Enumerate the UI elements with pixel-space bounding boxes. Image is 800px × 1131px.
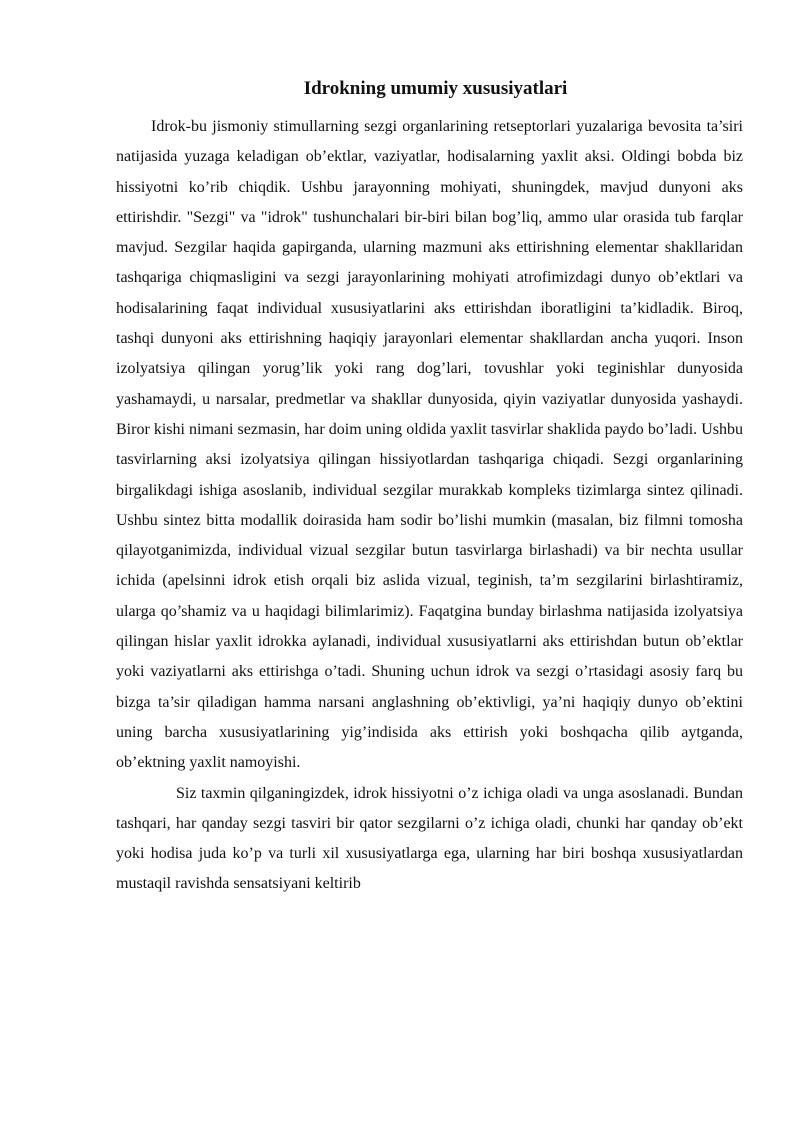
page-title: Idrokning umumiy xususiyatlari — [303, 78, 568, 99]
paragraph: Siz taxmin qilganingizdek, idrok hissiyotni o’z ichiga oladi va unga asoslanadi. Bundan tashqari, har qanday sezgi tasviri bir qator sezgilarni o’z ichiga oladi, chunki har qanday ob’ekt yoki hodisa juda ko’p va turli xil xususiyatlarga ega, ularning har biri boshqa xususiyatlardan mustaqil ravishda sensatsiyani keltirib — [116, 784, 743, 893]
paragraph: Idrok-bu jismoniy stimullarning sezgi organlarining retseptorlari yuzalariga bevosita ta’siri natijasida yuzaga keladigan ob’ektlar, vaziyatlar, hodisalarning yaxlit aksi. Oldingi bobda biz hissiyotni ko’rib chiqdik. Ushbu jarayonning mohiyati, shuningdek, mavjud dunyoni aks ettirishdir. "Sezgi" va "idrok" tushunchalari bir-biri bilan bog’liq, ammo ular orasida tub farqlar mavjud. Sezgilar haqida gapirganda, ularning mazmuni aks ettirishning elementar shakllaridan tashqariga chiqmasligini va sezgi jarayonlarining mohiyati atrofimizdagi dunyo ob’ektlari va hodisalarining faqat individual xususiyatlarini aks ettirishdan iboratligini ta’kidladik. Biroq, tashqi dunyoni aks ettirishning haqiqiy jarayonlari elementar shakllardan ancha yuqori. Inson izolyatsiya qilingan yorug’lik yoki rang dog’lari, tovushlar yoki teginishlar dunyosida yashamaydi, u narsalar, predmetlar va shakllar dunyosida, qiyin vaziyatlar dunyosida yashaydi. Biror kishi nimani sezmasin, har doim uning oldida yaxlit tasvirlar shaklida paydo bo’ladi. Ushbu tasvirlarning aksi izolyatsiya qilingan hissiyotlardan tashqariga chiqadi. Sezgi organlarining birgalikdagi ishiga asoslanib, individual sezgilar murakkab kompleks tizimlarga sintez qilinadi. Ushbu sintez bitta modallik doirasida ham sodir bo’lishi mumkin (masalan, biz filmni tomosha qilayotganimizda, individual vizual sezgilar butun tasvirlarga birlashadi) va bir nechta usullar ichida (apelsinni idrok etish orqali biz aslida vizual, teginish, ta’m sezgilarini birlashtiramiz, ularga qo’shamiz va u haqidagi bilimlarimiz). Faqatgina bunday birlashma natijasida izolyatsiya qilingan hislar yaxlit idrokka aylanadi, individual xususiyatlarni aks ettirishdan butun ob’ektlar yoki vaziyatlarni aks ettirishga o’tadi. Shuning uchun idrok va sezgi o’rtasidagi asosiy farq bu bizga ta’sir qiladigan hamma narsani anglashning ob’ektivligi, ya’ni haqiqiy dunyo ob’ektini uning barcha xususiyatlarining yig’indisida aks ettirish yoki boshqacha qilib aytganda, ob’ektning yaxlit namoyishi. — [116, 118, 743, 772]
